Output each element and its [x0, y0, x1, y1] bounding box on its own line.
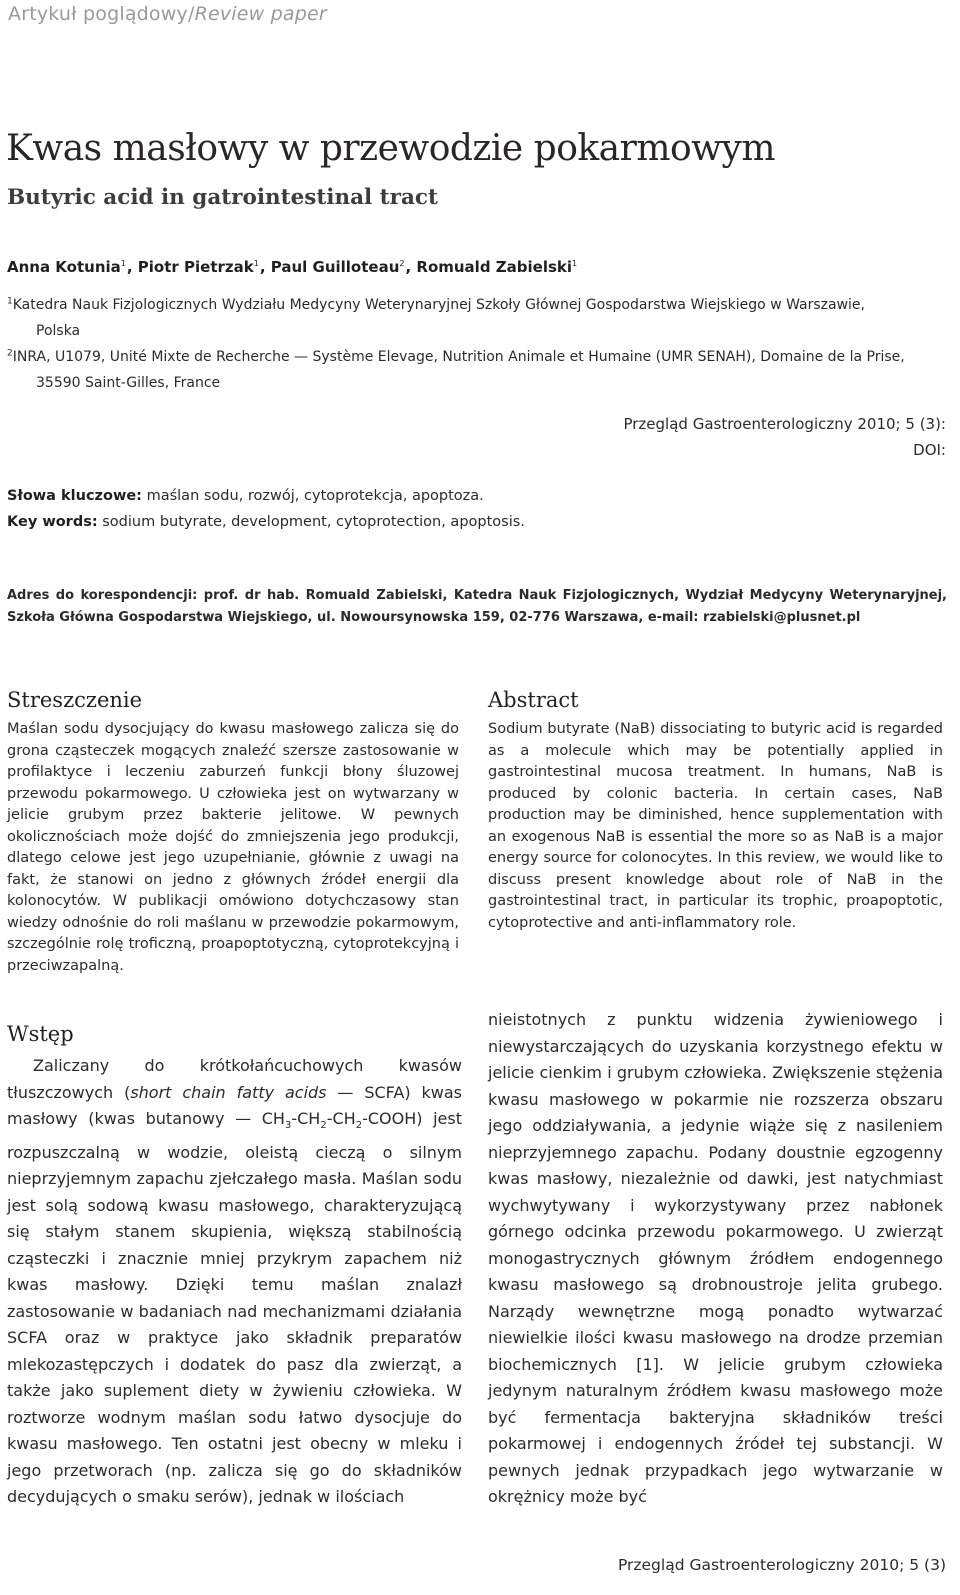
- article-type-en: Review paper: [194, 3, 327, 25]
- correspondence-label: Adres do korespondencji:: [7, 588, 198, 603]
- keywords-label: Słowa kluczowe:: [7, 488, 142, 504]
- correspondence-address: [7, 585, 947, 629]
- keywords-label: Key words:: [7, 514, 98, 530]
- body-text: — SCFA) kwas masłowy (kwas butanowy — CH: [7, 1082, 462, 1128]
- body-text: -CH: [326, 1109, 356, 1128]
- affiliation-mark: 2: [7, 348, 13, 358]
- body-text: -COOH) jest rozpuszczalną w wodzie, oleistą cieczą o silnym nieprzyjemnym zapachu zjełczałego masła. Maślan sodu jest solą sodową kwasu masłowego, charakteryzującą się stałym stanem skupienia, większą stabilnością cząsteczki i znacznie mniej przykrym zapachem niż kwas masłowy. Dzięki temu maślan znalazł zastosowanie w badaniach nad mechanizmami działania SCFA oraz w praktyce jako składnik preparatów mlekozastępczych i dodatek do pasz dla zwierząt, a także jako suplement diety w żywieniu człowieka. W roztworze wodnym maślan sodu łatwo dysocjuje do kwasu masłowego. Ten ostatni jest obecny w mleku i jego przetworach (np. zalicza się go do składników decydujących o smaku serów), jednak w ilościach: [7, 1109, 463, 1507]
- article-type-separator: /: [187, 3, 195, 25]
- page-footer: Przegląd Gastroenterologiczny 2010; 5 (3): [617, 1556, 946, 1574]
- journal-citation: [623, 411, 946, 463]
- affiliation-text-cont: 35590 Saint-Gilles, France: [36, 374, 221, 391]
- affiliation-mark: 1: [7, 296, 13, 306]
- author-list: Anna Kotunia$^1$, Piotr Pietrzak$^1$, Paul Guilloteau$^2$, Romuald Zabielski$^1$: [7, 258, 578, 276]
- body-text: Zaliczany do krótkołańcuchowych kwasów tłuszczowych (: [7, 1056, 462, 1102]
- author-name: Anna Kotunia: [7, 258, 121, 276]
- affiliation-text-cont: Polska: [36, 322, 81, 339]
- author-affiliation-mark: 1: [253, 259, 259, 268]
- affiliation-text: INRA, U1079, Unité Mixte de Recherche — Système Elevage, Nutrition Animale et Humaine (UMR SENAH), Domaine de la Prise,: [12, 348, 905, 365]
- author-affiliation-mark: 1: [120, 259, 126, 268]
- keywords-text: sodium butyrate, development, cytoprotection, apoptosis.: [97, 514, 525, 530]
- keywords-polish: [7, 488, 484, 504]
- doi-line: DOI:: [913, 441, 946, 459]
- author-affiliation-mark: 2: [399, 259, 405, 268]
- wstep-left-column: [7, 1053, 462, 1511]
- affiliation-text: Katedra Nauk Fizjologicznych Wydziału Medycyny Weterynaryjnej Szkoły Głównej Gospodarstwa Wiejskiego w Warszawie,: [12, 296, 865, 313]
- wstep-right-column: nieistotnych z punktu widzenia żywieniowego i niewystarczających do uzyskania korzystnego efektu w jelicie cienkim i grubym człowieka. Zwiększenie stężenia kwasu masłowego w pokarmie nie rozszerza obszaru jego oddziaływania, a jedynie wiąże się z nasileniem nieprzyjemnego zapachu. Podany doustnie egzogenny kwas masłowy, niezależnie od dawki, jest natychmiast wychwytywany i wykorzystywany przez nabłonek górnego odcinka przewodu pokarmowego. U zwierząt monogastrycznych głównym źródłem endogennego kwasu masłowego są drobnoustroje jelita grubego. Narządy wewnętrzne mogą ponadto wytwarzać niewielkie ilości kwasu masłowego na drodze przemian biochemicznych [1]. W jelicie grubym człowieka jedynym naturalnym źródłem kwasu masłowego może być fermentacja bakteryjna składników treści pokarmowej i endogennych źródeł tej substancji. W pewnych jednak przypadkach jego wytwarzanie w okrężnicy może być: [488, 1010, 943, 1506]
- citation-line: Przegląd Gastroenterologiczny 2010; 5 (3):: [623, 415, 946, 433]
- correspondence-text: prof. dr hab. Romuald Zabielski, Katedra Nauk Fizjologicznych, Wydział Medycyny Weterynaryjnej, Szkoła Główna Gospodarstwa Wiejskiego, ul. Nowoursynowska 159, 02-776 Warszawa, e-mail: rzabielski@plusnet.pl: [7, 588, 947, 625]
- body-text: -CH: [291, 1109, 321, 1128]
- formula-subscript: 3: [284, 1120, 292, 1132]
- streszczenie-heading: Streszczenie: [7, 688, 143, 712]
- formula-subscript: 2: [355, 1120, 363, 1132]
- title-english: Butyric acid in gatrointestinal tract: [7, 185, 438, 210]
- formula-subscript: 2: [320, 1120, 327, 1132]
- streszczenie-text: Maślan sodu dysocjujący do kwasu masłowego zalicza się do grona cząsteczek mogących znaleźć szersze zastosowanie w profilaktyce i leczeniu zaburzeń funkcji błony śluzowej przewodu pokarmowego. U człowieka jest on wytwarzany w jelicie grubym przez bakterie jelitowe. W pewnych okolicznościach może dojść do zmniejszenia jego produkcji, dlatego celowe jest jego uzupełnianie, głównie z uwagi na fakt, że stanowi on jedno z głównych źródeł energii dla kolonocytów. W publikacji omówiono dotychczasowy stan wiedzy odnośnie do roli maślanu w przewodzie pokarmowym, szczególnie rolę troficzną, proapoptotyczną, cytoprotekcyjną i przeciwzapalną.: [7, 721, 459, 974]
- keywords-english: [7, 514, 525, 530]
- affiliation-2: [7, 340, 947, 396]
- article-type-pl: Artykuł poglądowy: [8, 3, 188, 25]
- author-affiliation-mark: 1: [572, 259, 578, 268]
- author-name: Paul Guilloteau: [270, 258, 400, 276]
- wstep-heading: Wstęp: [7, 1022, 74, 1046]
- author-name: Romuald Zabielski: [416, 258, 573, 276]
- abstract-heading: Abstract: [488, 688, 579, 712]
- abstract-text: Sodium butyrate (NaB) dissociating to butyric acid is regarded as a molecule which may be potentially applied in gastrointestinal mucosa treatment. In humans, NaB is produced by colonic bacteria. In certain cases, NaB production may be diminished, hence supplementation with an exogenous NaB is essential the more so as NaB is a major energy source for colonocytes. In this review, we would like to discuss present knowledge about role of NaB in the gastrointestinal tract, in particular its trophic, proapoptotic, cytoprotective and anti-inflammatory role.: [488, 721, 943, 931]
- author-name: Piotr Pietrzak: [137, 258, 254, 276]
- body-italic: short chain fatty acids: [130, 1082, 327, 1102]
- article-type: [8, 3, 327, 25]
- affiliation-1: [7, 288, 947, 344]
- title-polish: Kwas masłowy w przewodzie pokarmowym: [6, 128, 775, 169]
- keywords-text: maślan sodu, rozwój, cytoprotekcja, apoptoza.: [141, 488, 484, 504]
